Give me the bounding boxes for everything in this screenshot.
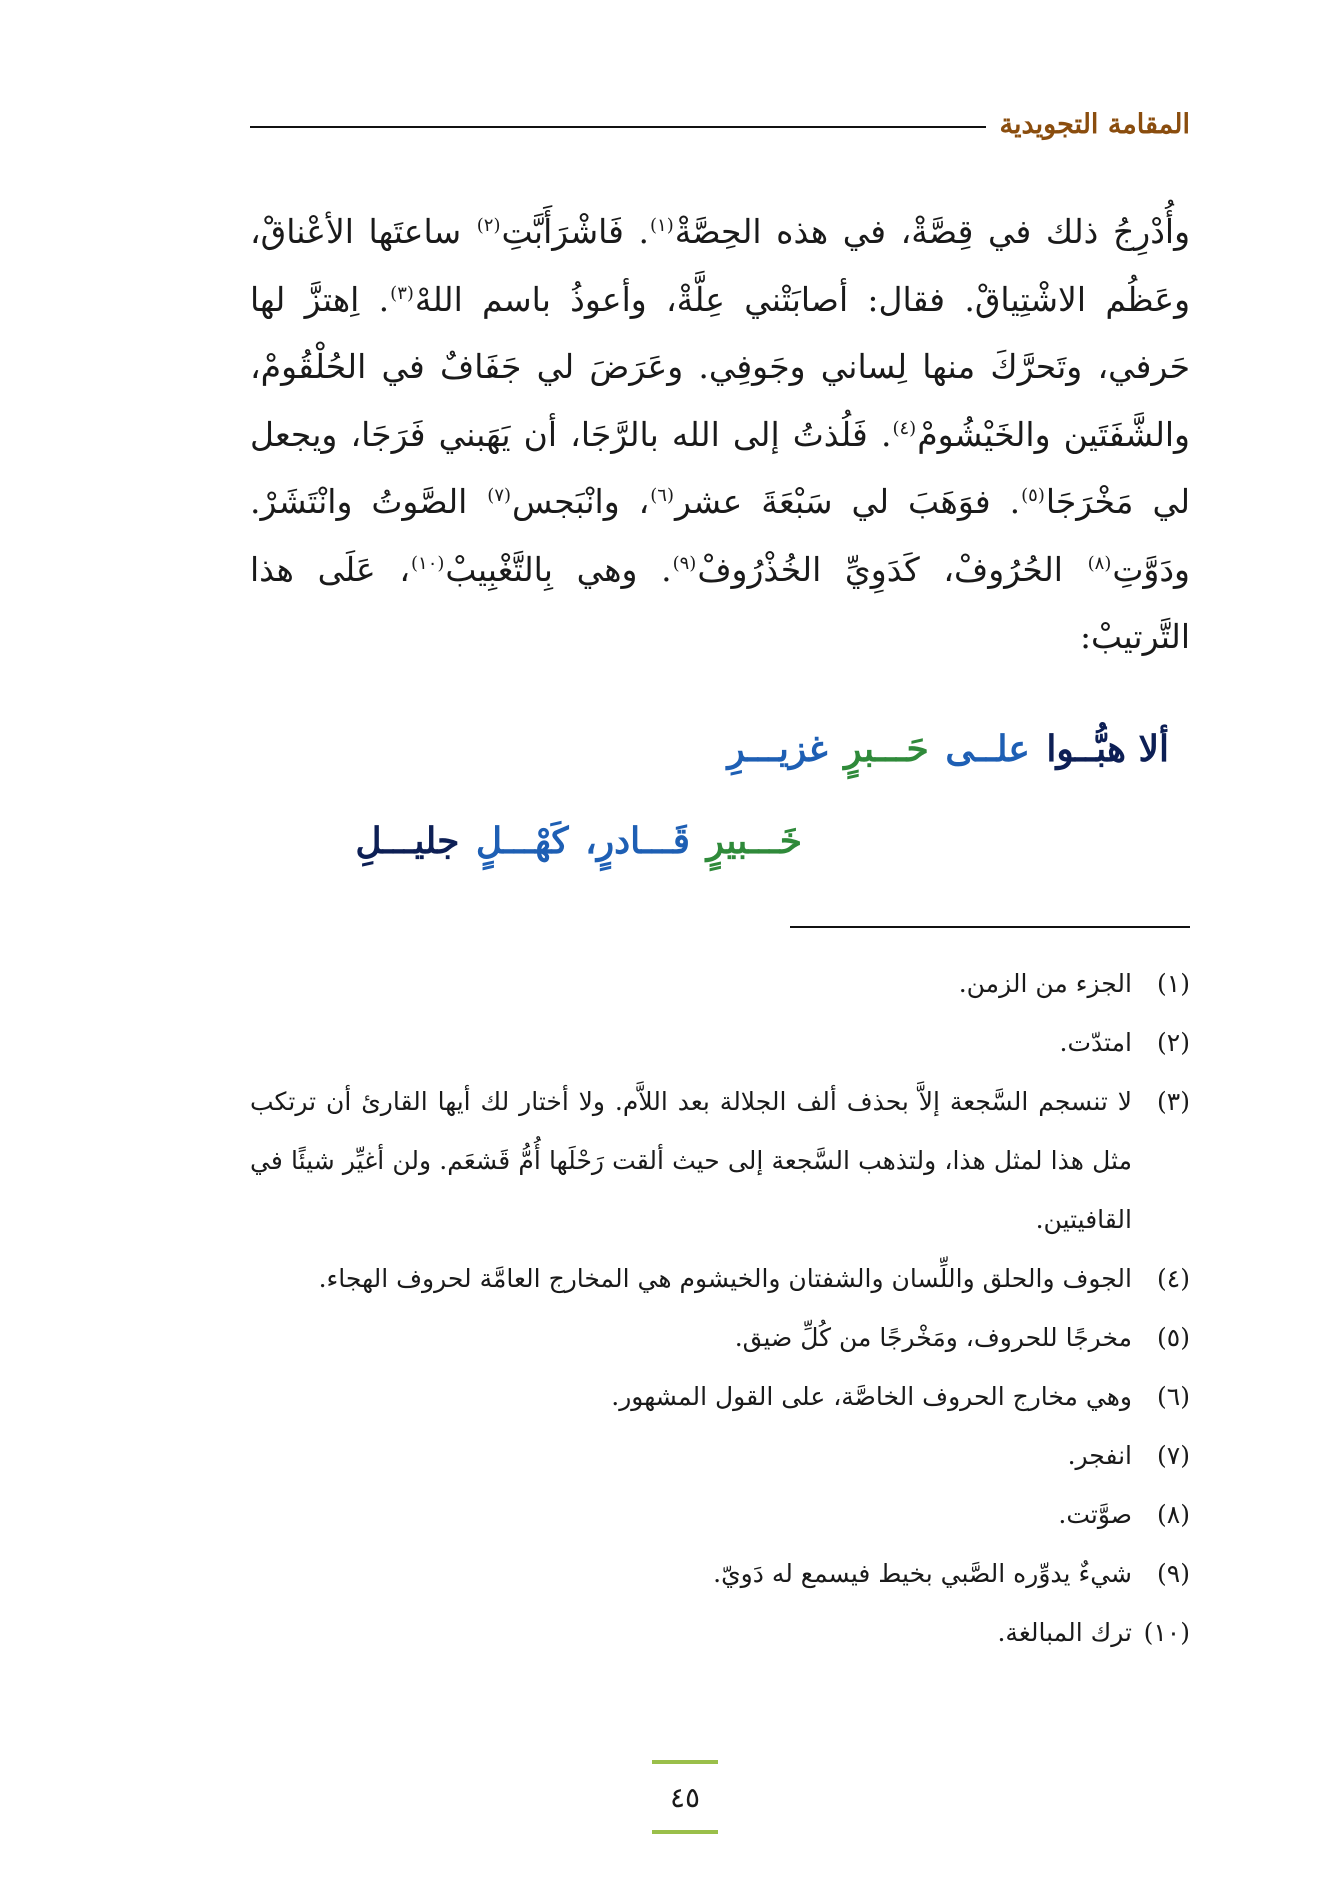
page-number: ٤٥ [669, 1781, 701, 1814]
verse-word: علــى [945, 728, 1030, 770]
footnote-ref[interactable]: (٦) [650, 485, 674, 506]
body-text: . فَلُذتُ إلى الله بالرَّجَا، أن يَهَبني فَرَجَا، ويجعل لي مَخْرَجَا [250, 414, 1191, 521]
verse-word: ألا هبُّــوا [1046, 728, 1169, 770]
footnote-text: امتدّت. [1059, 1028, 1132, 1057]
verse-word: غزيـــرِ [727, 728, 828, 770]
page-number-rule-bottom [652, 1830, 718, 1834]
footnote-number: (٢) [1157, 1028, 1190, 1057]
body-text: الحُرُوفْ، كَدَوِيِّ الخُذْرُوفْ [697, 549, 1087, 589]
body-text: . اِهتزَّ لها حَرفي، وتَحرَّكَ منها لِساني وجَوفِي. وعَرَضَ لي جَفَافٌ في الحُلْقُومْ، والشَّفَتَين والخَيْشُومْ [250, 279, 1190, 454]
footnote-text: ترك المبالغة. [997, 1618, 1132, 1647]
body-text: ساعتَها الأعْناقْ، وعَظُم الاشْتِياقْ. فقال: أصابَتْني عِلَّةْ، وأعوذُ باسم اللهْ [250, 212, 1191, 319]
footnote-ref[interactable]: (٣) [390, 282, 414, 304]
footnote [250, 1544, 1190, 1603]
verse-word: جليـــلِ [355, 820, 460, 862]
header-rule [250, 126, 986, 128]
footnote [250, 1072, 1190, 1249]
footnote-number: (٩) [1157, 1559, 1190, 1588]
footnote-ref[interactable]: (٨) [1087, 552, 1112, 574]
footnote-number: (١) [1157, 969, 1190, 998]
body-text: ، وانْبَجس [512, 482, 650, 521]
footnote-text: صوَّتت. [1058, 1500, 1132, 1529]
footnote-number: (٣) [1157, 1087, 1190, 1116]
footnote [250, 1249, 1190, 1308]
footnote [250, 1367, 1190, 1426]
footnote [250, 1013, 1190, 1072]
footnote-number: (٧) [1157, 1441, 1190, 1470]
main-paragraph [250, 198, 1190, 671]
verse-word: حَـــبرٍ [844, 728, 929, 770]
footnote-number: (٦) [1157, 1382, 1190, 1411]
footnote [250, 954, 1190, 1013]
footnote-text: الجزء من الزمن. [958, 969, 1132, 998]
footnote-number: (٨) [1157, 1500, 1190, 1529]
footnote-ref[interactable]: (٢) [476, 215, 501, 236]
verse-word: خَـــبيرٍ [706, 820, 802, 862]
verse-word: كَهْـــلٍ [475, 820, 569, 862]
page-number-rule-top [652, 1760, 718, 1764]
footnote [250, 1426, 1190, 1485]
footnote [250, 1603, 1190, 1662]
footnote [250, 1485, 1190, 1544]
body-text: . فَاشْرَأَبَّتِ [501, 212, 650, 251]
running-title: المقامة التجويدية [999, 108, 1190, 140]
footnote-ref[interactable]: (٤) [892, 417, 917, 439]
footnote-number: (٥) [1157, 1323, 1190, 1352]
verse-line-1 [725, 728, 1171, 770]
body-text: ، عَلَى هذا التَّرتيبْ: [250, 549, 1190, 656]
footnote-ref[interactable]: (١٠) [411, 552, 445, 574]
footnote-text: انفجر. [1067, 1441, 1132, 1470]
verse-line-2 [353, 820, 804, 862]
footnote-text: الجوف والحلق واللِّسان والشفتان والخيشوم هي المخارج العامَّة لحروف الهجاء. [318, 1264, 1132, 1293]
footnote-number: (١٠) [1143, 1618, 1190, 1647]
footnote-text: شيءٌ يدوِّره الصَّبي بخيط فيسمع له دَويّ. [713, 1559, 1132, 1588]
verse-word: قَـــادرٍ، [585, 820, 690, 862]
footnote-text: وهي مخارج الحروف الخاصَّة، على القول المشهور. [611, 1382, 1132, 1411]
body-text: . فوَهَبَ لي سَبْعَةَ عشر [675, 482, 1021, 521]
footnote-ref[interactable]: (٥) [1021, 485, 1045, 506]
body-text: الصَّوتُ وانْتَشَرْ. ودَوَّتِ [250, 482, 1190, 589]
footnote-number: (٤) [1157, 1264, 1190, 1293]
body-text: . وهي بِالتَّغْبِيبْ [445, 549, 672, 589]
body-text: وأُدْرِجُ ذلك في قِصَّةْ، في هذه الحِصَّةْ [674, 212, 1191, 251]
footnotes [250, 954, 1190, 1662]
footnote [250, 1308, 1190, 1367]
footnote-separator [790, 926, 1190, 928]
footnote-text: مخرجًا للحروف، ومَخْرجًا من كُلِّ ضيق. [734, 1323, 1132, 1352]
footnote-ref[interactable]: (٧) [487, 485, 512, 506]
footnote-ref[interactable]: (٩) [672, 552, 697, 574]
footnote-ref[interactable]: (١) [650, 215, 674, 236]
running-header [250, 104, 1190, 144]
footnote-text: لا تنسجم السَّجعة إلاَّ بحذف ألف الجلالة بعد اللاَّم. ولا أختار لك أيها القارئ أن ترتكب مثل هذا لمثل هذا، ولتذهب السَّجعة إلى حيث ألقت رَحْلَها أُمُّ قَشعَم. ولن أغيِّر شيئًا في القافيتين. [250, 1087, 1132, 1234]
